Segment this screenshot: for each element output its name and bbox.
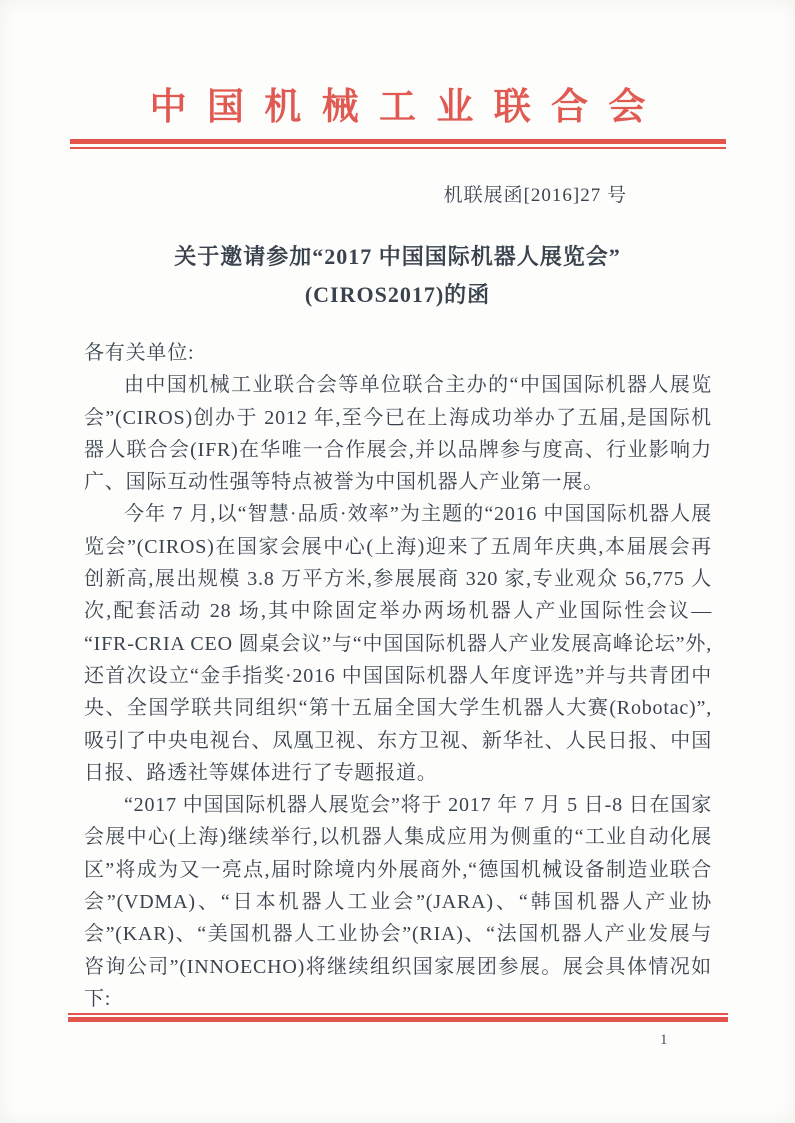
page-number: 1 <box>660 1032 668 1048</box>
footer-double-rule <box>68 1013 728 1022</box>
document-title-line1: 关于邀请参加“2017 中国国际机器人展览会” <box>174 244 621 269</box>
letterhead-rule-thin <box>70 147 726 149</box>
body-paragraph-2: 今年 7 月,以“智慧·品质·效率”为主题的“2016 中国国际机器人展览会”(CIROS)在国家会展中心(上海)迎来了五周年庆典,本届展会再创新高,展出规模 3.8 万平方米,参展展商 320 家,专业观众 56,775 人次,配套活动 28 场,其中除固定举办两场机器人产业国际性会议— “IFR-CRIA CEO 圆桌会议”与“中国国际机器人产业发展高峰论坛”外,还首次设立“金手指奖·2016 中国国际机器人年度评选”并与共青团中央、全国学联共同组织“第十五届全国大学生机器人大赛(Robotac)”,吸引了中央电视台、凤凰卫视、东方卫视、新华社、人民日报、中国日报、路透社等媒体进行了专题报道。 <box>84 503 712 784</box>
salutation: 各有关单位: <box>84 342 195 364</box>
document-reference-number: 机联展函[2016]27 号 <box>443 185 627 206</box>
footer-rule-thick <box>68 1017 728 1022</box>
document-body <box>84 337 712 1015</box>
document-title <box>0 238 795 314</box>
body-paragraph-1: 由中国机械工业联合会等单位联合主办的“中国国际机器人展览会”(CIROS)创办于 2012 年,至今已在上海成功举办了五届,是国际机器人联合会(IFR)在华唯一合作展会,并以品牌参与度高、行业影响力广、国际互动性强等特点被誉为中国机器人产业第一展。 <box>84 374 712 494</box>
letterhead-org-name: 中国机械工业联合会 <box>149 87 666 128</box>
body-paragraph-3: “2017 中国国际机器人展览会”将于 2017 年 7 月 5 日-8 日在国家会展中心(上海)继续举行,以机器人集成应用为侧重的“工业自动化展区”将成为又一亮点,届时除境内外展商外,“德国机械设备制造业联合会”(VDMA)、“日本机器人工业会”(JARA)、“韩国机器人产业协会”(KAR)、“美国机器人工业协会”(RIA)、“法国机器人产业发展与咨询公司”(INNOECHO)将继续组织国家展团参展。展会具体情况如下: <box>84 794 712 1010</box>
letterhead-double-rule <box>70 139 726 149</box>
footer-rule-thin <box>68 1013 728 1015</box>
letterhead-rule-thick <box>70 139 726 144</box>
document-title-line2: (CIROS2017)的函 <box>304 282 491 307</box>
